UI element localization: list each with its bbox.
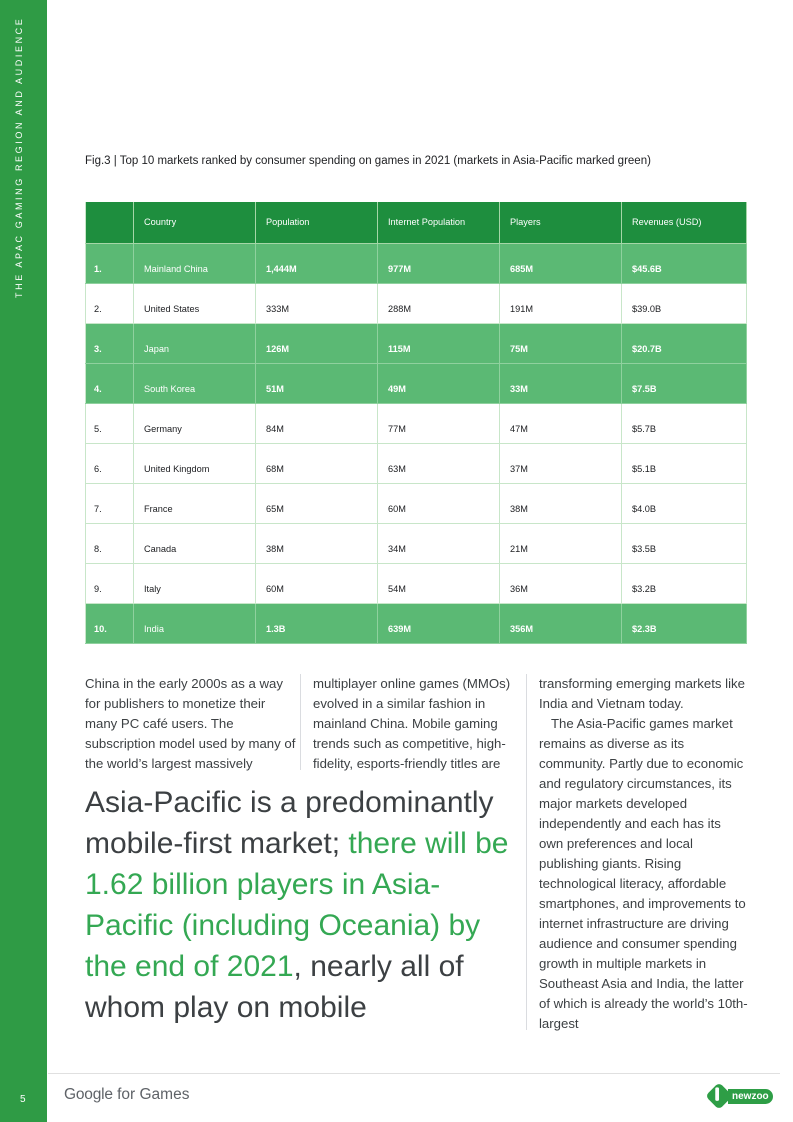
body-column-1: China in the early 2000s as a way for publishers to monetize their many PC café users. The subscription model used by many of the world’s largest massively bbox=[85, 676, 296, 771]
rank-cell: 4. bbox=[86, 363, 134, 403]
country-cell: United Kingdom bbox=[134, 443, 256, 483]
table-row bbox=[86, 523, 747, 563]
players-cell: 356M bbox=[500, 603, 622, 643]
rank-cell: 1. bbox=[86, 243, 134, 283]
players-cell: 21M bbox=[500, 523, 622, 563]
internet-population-cell: 63M bbox=[378, 443, 500, 483]
revenue-cell: $5.1B bbox=[622, 443, 747, 483]
pull-quote-text: Asia-Pacific is a predominantly mobile-first market; bbox=[85, 786, 494, 860]
table-row bbox=[86, 283, 747, 323]
country-cell: Canada bbox=[134, 523, 256, 563]
body-column-2: multiplayer online games (MMOs) evolved in a similar fashion in mainland China. Mobile gaming trends such as competitive, high-fidelity, esports-friendly titles are bbox=[300, 674, 520, 770]
internet-population-cell: 54M bbox=[378, 563, 500, 603]
internet-population-cell: 977M bbox=[378, 243, 500, 283]
players-cell: 37M bbox=[500, 443, 622, 483]
rank-cell: 8. bbox=[86, 523, 134, 563]
newzoo-icon bbox=[705, 1082, 733, 1110]
body-paragraph: transforming emerging markets like India and Vietnam today. bbox=[539, 676, 745, 711]
country-cell: United States bbox=[134, 283, 256, 323]
players-cell: 75M bbox=[500, 323, 622, 363]
header-population: Population bbox=[256, 202, 378, 243]
table-row bbox=[86, 363, 747, 403]
table-row bbox=[86, 403, 747, 443]
country-cell: Mainland China bbox=[134, 243, 256, 283]
revenue-cell: $4.0B bbox=[622, 483, 747, 523]
section-title: THE APAC GAMING REGION AND AUDIENCE bbox=[14, 16, 24, 298]
rank-cell: 9. bbox=[86, 563, 134, 603]
country-cell: France bbox=[134, 483, 256, 523]
header-rank bbox=[86, 202, 134, 243]
pull-quote-highlight: there will be 1.62 billion players in Asia-Pacific (including Oceania) by the end of 2021 bbox=[85, 827, 509, 983]
population-cell: 38M bbox=[256, 523, 378, 563]
rank-cell: 3. bbox=[86, 323, 134, 363]
header-revenues: Revenues (USD) bbox=[622, 202, 747, 243]
for-games-text: for Games bbox=[112, 1086, 190, 1103]
internet-population-cell: 115M bbox=[378, 323, 500, 363]
internet-population-cell: 288M bbox=[378, 283, 500, 323]
population-cell: 65M bbox=[256, 483, 378, 523]
page-number: 5 bbox=[20, 1094, 26, 1105]
rank-cell: 7. bbox=[86, 483, 134, 523]
revenue-cell: $45.6B bbox=[622, 243, 747, 283]
rank-cell: 5. bbox=[86, 403, 134, 443]
figure-caption: Fig.3 | Top 10 markets ranked by consumer spending on games in 2021 (markets in Asia-Pacific marked green) bbox=[85, 155, 651, 167]
internet-population-cell: 34M bbox=[378, 523, 500, 563]
newzoo-logo bbox=[706, 1083, 773, 1109]
table-row bbox=[86, 483, 747, 523]
population-cell: 1,444M bbox=[256, 243, 378, 283]
markets-table bbox=[85, 202, 747, 644]
country-cell: India bbox=[134, 603, 256, 643]
revenue-cell: $20.7B bbox=[622, 323, 747, 363]
players-cell: 36M bbox=[500, 563, 622, 603]
population-cell: 126M bbox=[256, 323, 378, 363]
rank-cell: 6. bbox=[86, 443, 134, 483]
revenue-cell: $39.0B bbox=[622, 283, 747, 323]
players-cell: 33M bbox=[500, 363, 622, 403]
country-cell: Germany bbox=[134, 403, 256, 443]
internet-population-cell: 639M bbox=[378, 603, 500, 643]
revenue-cell: $5.7B bbox=[622, 403, 747, 443]
country-cell: Japan bbox=[134, 323, 256, 363]
google-for-games-logo bbox=[64, 1086, 189, 1104]
internet-population-cell: 49M bbox=[378, 363, 500, 403]
body-paragraph: The Asia-Pacific games market remains as diverse as its community. Partly due to economic and regulatory circumstances, its major markets developed independently and each has its own preferences and local publishing giants. Rising technological literacy, affordable smartphones, and improvements to internet infrastructure are driving audience and consumer spending growth in multiple markets in Southeast Asia and India, the latter of which is already the world’s 10th-largest bbox=[539, 716, 748, 1031]
pull-quote-text: , nearly all of whom play on mobile bbox=[85, 950, 464, 1024]
body-column-3 bbox=[526, 674, 748, 1030]
players-cell: 47M bbox=[500, 403, 622, 443]
population-cell: 84M bbox=[256, 403, 378, 443]
population-cell: 68M bbox=[256, 443, 378, 483]
players-cell: 191M bbox=[500, 283, 622, 323]
table-row bbox=[86, 443, 747, 483]
population-cell: 1.3B bbox=[256, 603, 378, 643]
revenue-cell: $2.3B bbox=[622, 603, 747, 643]
table-row bbox=[86, 323, 747, 363]
internet-population-cell: 60M bbox=[378, 483, 500, 523]
country-cell: South Korea bbox=[134, 363, 256, 403]
population-cell: 333M bbox=[256, 283, 378, 323]
table-row bbox=[86, 563, 747, 603]
country-cell: Italy bbox=[134, 563, 256, 603]
revenue-cell: $3.5B bbox=[622, 523, 747, 563]
rank-cell: 2. bbox=[86, 283, 134, 323]
players-cell: 685M bbox=[500, 243, 622, 283]
rank-cell: 10. bbox=[86, 603, 134, 643]
pull-quote bbox=[85, 782, 515, 1028]
table-row bbox=[86, 243, 747, 283]
table-header-row bbox=[86, 202, 747, 243]
population-cell: 60M bbox=[256, 563, 378, 603]
sidebar bbox=[0, 0, 47, 1122]
footer-divider bbox=[48, 1073, 780, 1074]
header-players: Players bbox=[500, 202, 622, 243]
google-wordmark: Google bbox=[64, 1086, 113, 1103]
internet-population-cell: 77M bbox=[378, 403, 500, 443]
header-country: Country bbox=[134, 202, 256, 243]
players-cell: 38M bbox=[500, 483, 622, 523]
header-internet-population: Internet Population bbox=[378, 202, 500, 243]
table-row bbox=[86, 603, 747, 643]
newzoo-wordmark: newzoo bbox=[728, 1089, 773, 1104]
revenue-cell: $3.2B bbox=[622, 563, 747, 603]
revenue-cell: $7.5B bbox=[622, 363, 747, 403]
population-cell: 51M bbox=[256, 363, 378, 403]
